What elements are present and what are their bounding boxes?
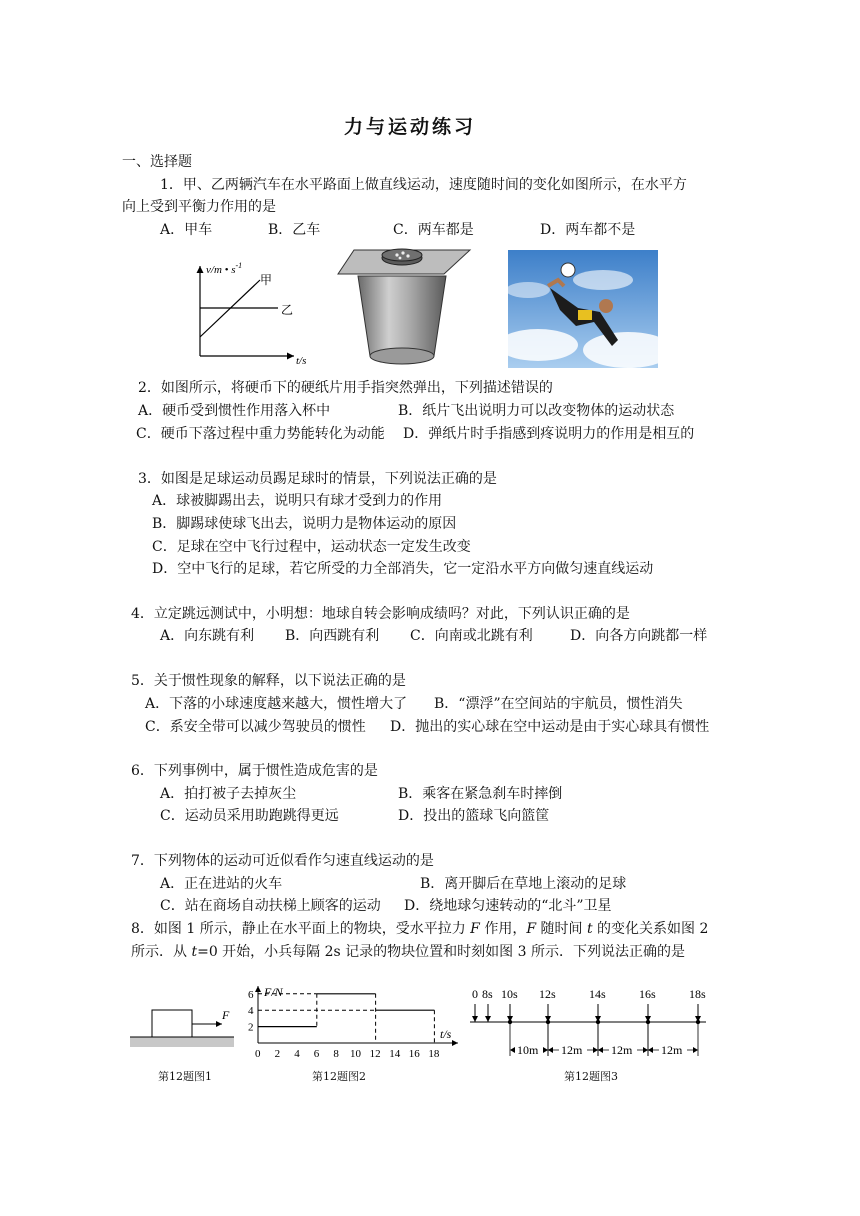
tick-arrowhead <box>472 1016 478 1022</box>
time-label: 8s <box>482 987 493 1001</box>
q1-option-a: A．甲车 <box>160 222 213 238</box>
q3-option-a: A．球被脚踢出去，说明只有球才受到力的作用 <box>152 493 443 509</box>
ground <box>130 1037 234 1047</box>
time-label: 18s <box>689 987 706 1001</box>
q5-option-b: B．“漂浮”在空间站的宇航员，惯性消失 <box>434 696 683 712</box>
q6-option-b: B．乘客在紧急刹车时摔倒 <box>398 786 563 802</box>
q8-figure-2-force-graph <box>244 982 464 1064</box>
q4-stem: 4．立定跳远测试中，小明想：地球自转会影响成绩吗？对此，下列认识正确的是 <box>131 606 630 622</box>
q4-option-c: C．向南或北跳有利 <box>410 628 533 644</box>
label-jia: 甲 <box>260 273 273 287</box>
q4-option-d: D．向各方向跳都一样 <box>570 628 708 644</box>
q7-option-d: D．绕地球匀速转动的“北斗”卫星 <box>404 898 612 914</box>
q8-figure-3-timeline <box>466 984 716 1064</box>
x-tick-label: 10 <box>350 1048 361 1060</box>
distance-label: 10m <box>517 1043 539 1057</box>
q2-option-c: C．硬币下落过程中重力势能转化为动能 <box>136 426 385 442</box>
x-tick-label: 6 <box>313 1048 320 1060</box>
q1-option-b: B．乙车 <box>268 222 321 238</box>
q3-option-c: C．足球在空中飞行过程中，运动状态一定发生改变 <box>152 539 471 555</box>
q7-option-a: A．正在进站的火车 <box>160 876 283 892</box>
t-axis-label-fig2: t/s <box>440 1027 452 1041</box>
force-label: F <box>222 1008 230 1022</box>
q4-option-a: A．向东跳有利 <box>160 628 255 644</box>
q5-option-a: A．下落的小球速度越来越大，惯性增大了 <box>145 696 408 712</box>
x-tick-label: 0 <box>255 1048 261 1060</box>
q6-option-c: C．运动员采用助跑跳得更远 <box>160 808 339 824</box>
q4-option-b: B．向西跳有利 <box>285 628 380 644</box>
q7-option-b: B．离开脚后在草地上滚动的足球 <box>420 876 627 892</box>
q1-option-d: D．两车都不是 <box>540 222 636 238</box>
q6-option-d: D．投出的篮球飞向篮筐 <box>398 808 550 824</box>
q5-stem: 5．关于惯性现象的解释，以下说法正确的是 <box>131 673 406 689</box>
fig2-caption: 第12题图2 <box>312 1070 366 1083</box>
q8-stem-line1: 8．如图 1 所示，静止在水平面上的物块，受水平拉力 F 作用，F 随时间 t 的变化关系如图 2 <box>131 921 709 937</box>
q6-option-a: A．拍打被子去掉灰尘 <box>160 786 297 802</box>
distance-label: 12m <box>611 1043 633 1057</box>
x-tick-label: 2 <box>274 1048 281 1060</box>
tick-arrowhead <box>485 1016 491 1022</box>
x-tick-label: 14 <box>389 1048 401 1060</box>
y-tick-label: 6 <box>248 988 254 1001</box>
time-label: 16s <box>639 987 656 1001</box>
fig1-caption: 第12题图1 <box>158 1070 212 1083</box>
t-axis-label: t/s <box>296 355 307 366</box>
q1-stem-line2: 向上受到平衡力作用的是 <box>122 199 276 215</box>
time-label: 0 <box>472 987 478 1001</box>
f-axis-label: F/N <box>264 985 283 999</box>
velocity-time-graph <box>188 258 318 366</box>
distance-label: 12m <box>561 1043 583 1057</box>
y-tick-label: 4 <box>248 1005 254 1018</box>
v-axis-label: v/m • $s^{-1}$ <box>206 261 243 276</box>
q2-option-a: A．硬币受到惯性作用落入杯中 <box>138 403 331 419</box>
x-tick-label: 16 <box>408 1048 420 1060</box>
q2-stem: 2．如图所示，将硬币下的硬纸片用手指突然弹出，下列描述错误的 <box>138 380 553 396</box>
label-yi: 乙 <box>281 303 294 317</box>
block <box>152 1010 192 1037</box>
q7-option-c: C．站在商场自动扶梯上顾客的运动 <box>160 898 381 914</box>
cup-coin-illustration <box>336 238 472 370</box>
q8-figure-1 <box>130 1005 250 1050</box>
q5-option-d: D．抛出的实心球在空中运动是由于实心球具有惯性 <box>390 719 710 735</box>
q3-option-b: B．脚踢球使球飞出去，说明力是物体运动的原因 <box>152 516 457 532</box>
x-tick-label: 18 <box>428 1048 440 1060</box>
time-label: 12s <box>539 987 556 1001</box>
y-tick-label: 2 <box>248 1021 254 1034</box>
page-title: 力与运动练习 <box>343 116 476 138</box>
q7-stem: 7．下列物体的运动可近似看作匀速直线运动的是 <box>131 853 434 869</box>
q8-stem-line2: 所示．从 t=0 开始，小兵每隔 2s 记录的物块位置和时刻如图 3 所示．下列说法正确的是 <box>131 944 685 960</box>
q6-stem: 6．下列事例中，属于惯性造成危害的是 <box>131 763 378 779</box>
q1-stem-line1: 1．甲、乙两辆汽车在水平路面上做直线运动，速度随时间的变化如图所示，在水平方 <box>160 177 687 193</box>
q1-option-c: C．两车都是 <box>393 222 474 238</box>
time-label: 14s <box>589 987 606 1001</box>
x-tick-label: 12 <box>369 1048 381 1060</box>
fig3-caption: 第12题图3 <box>564 1070 618 1083</box>
time-label: 10s <box>501 987 518 1001</box>
q2-option-d: D．弹纸片时手指感到疼说明力的作用是相互的 <box>403 426 695 442</box>
q5-option-c: C．系安全带可以减少驾驶员的惯性 <box>145 719 366 735</box>
ball <box>561 263 575 277</box>
x-tick-label: 8 <box>333 1048 339 1060</box>
q3-option-d: D．空中飞行的足球，若它所受的力全部消失，它一定沿水平方向做匀速直线运动 <box>152 561 654 577</box>
x-tick-label: 4 <box>294 1048 300 1060</box>
q2-option-b: B．纸片飞出说明力可以改变物体的运动状态 <box>398 403 675 419</box>
q3-stem: 3．如图是足球运动员踢足球时的情景，下列说法正确的是 <box>138 471 497 487</box>
soccer-kick-photo <box>508 250 658 368</box>
distance-label: 12m <box>661 1043 683 1057</box>
section-heading: 一、选择题 <box>122 154 192 170</box>
